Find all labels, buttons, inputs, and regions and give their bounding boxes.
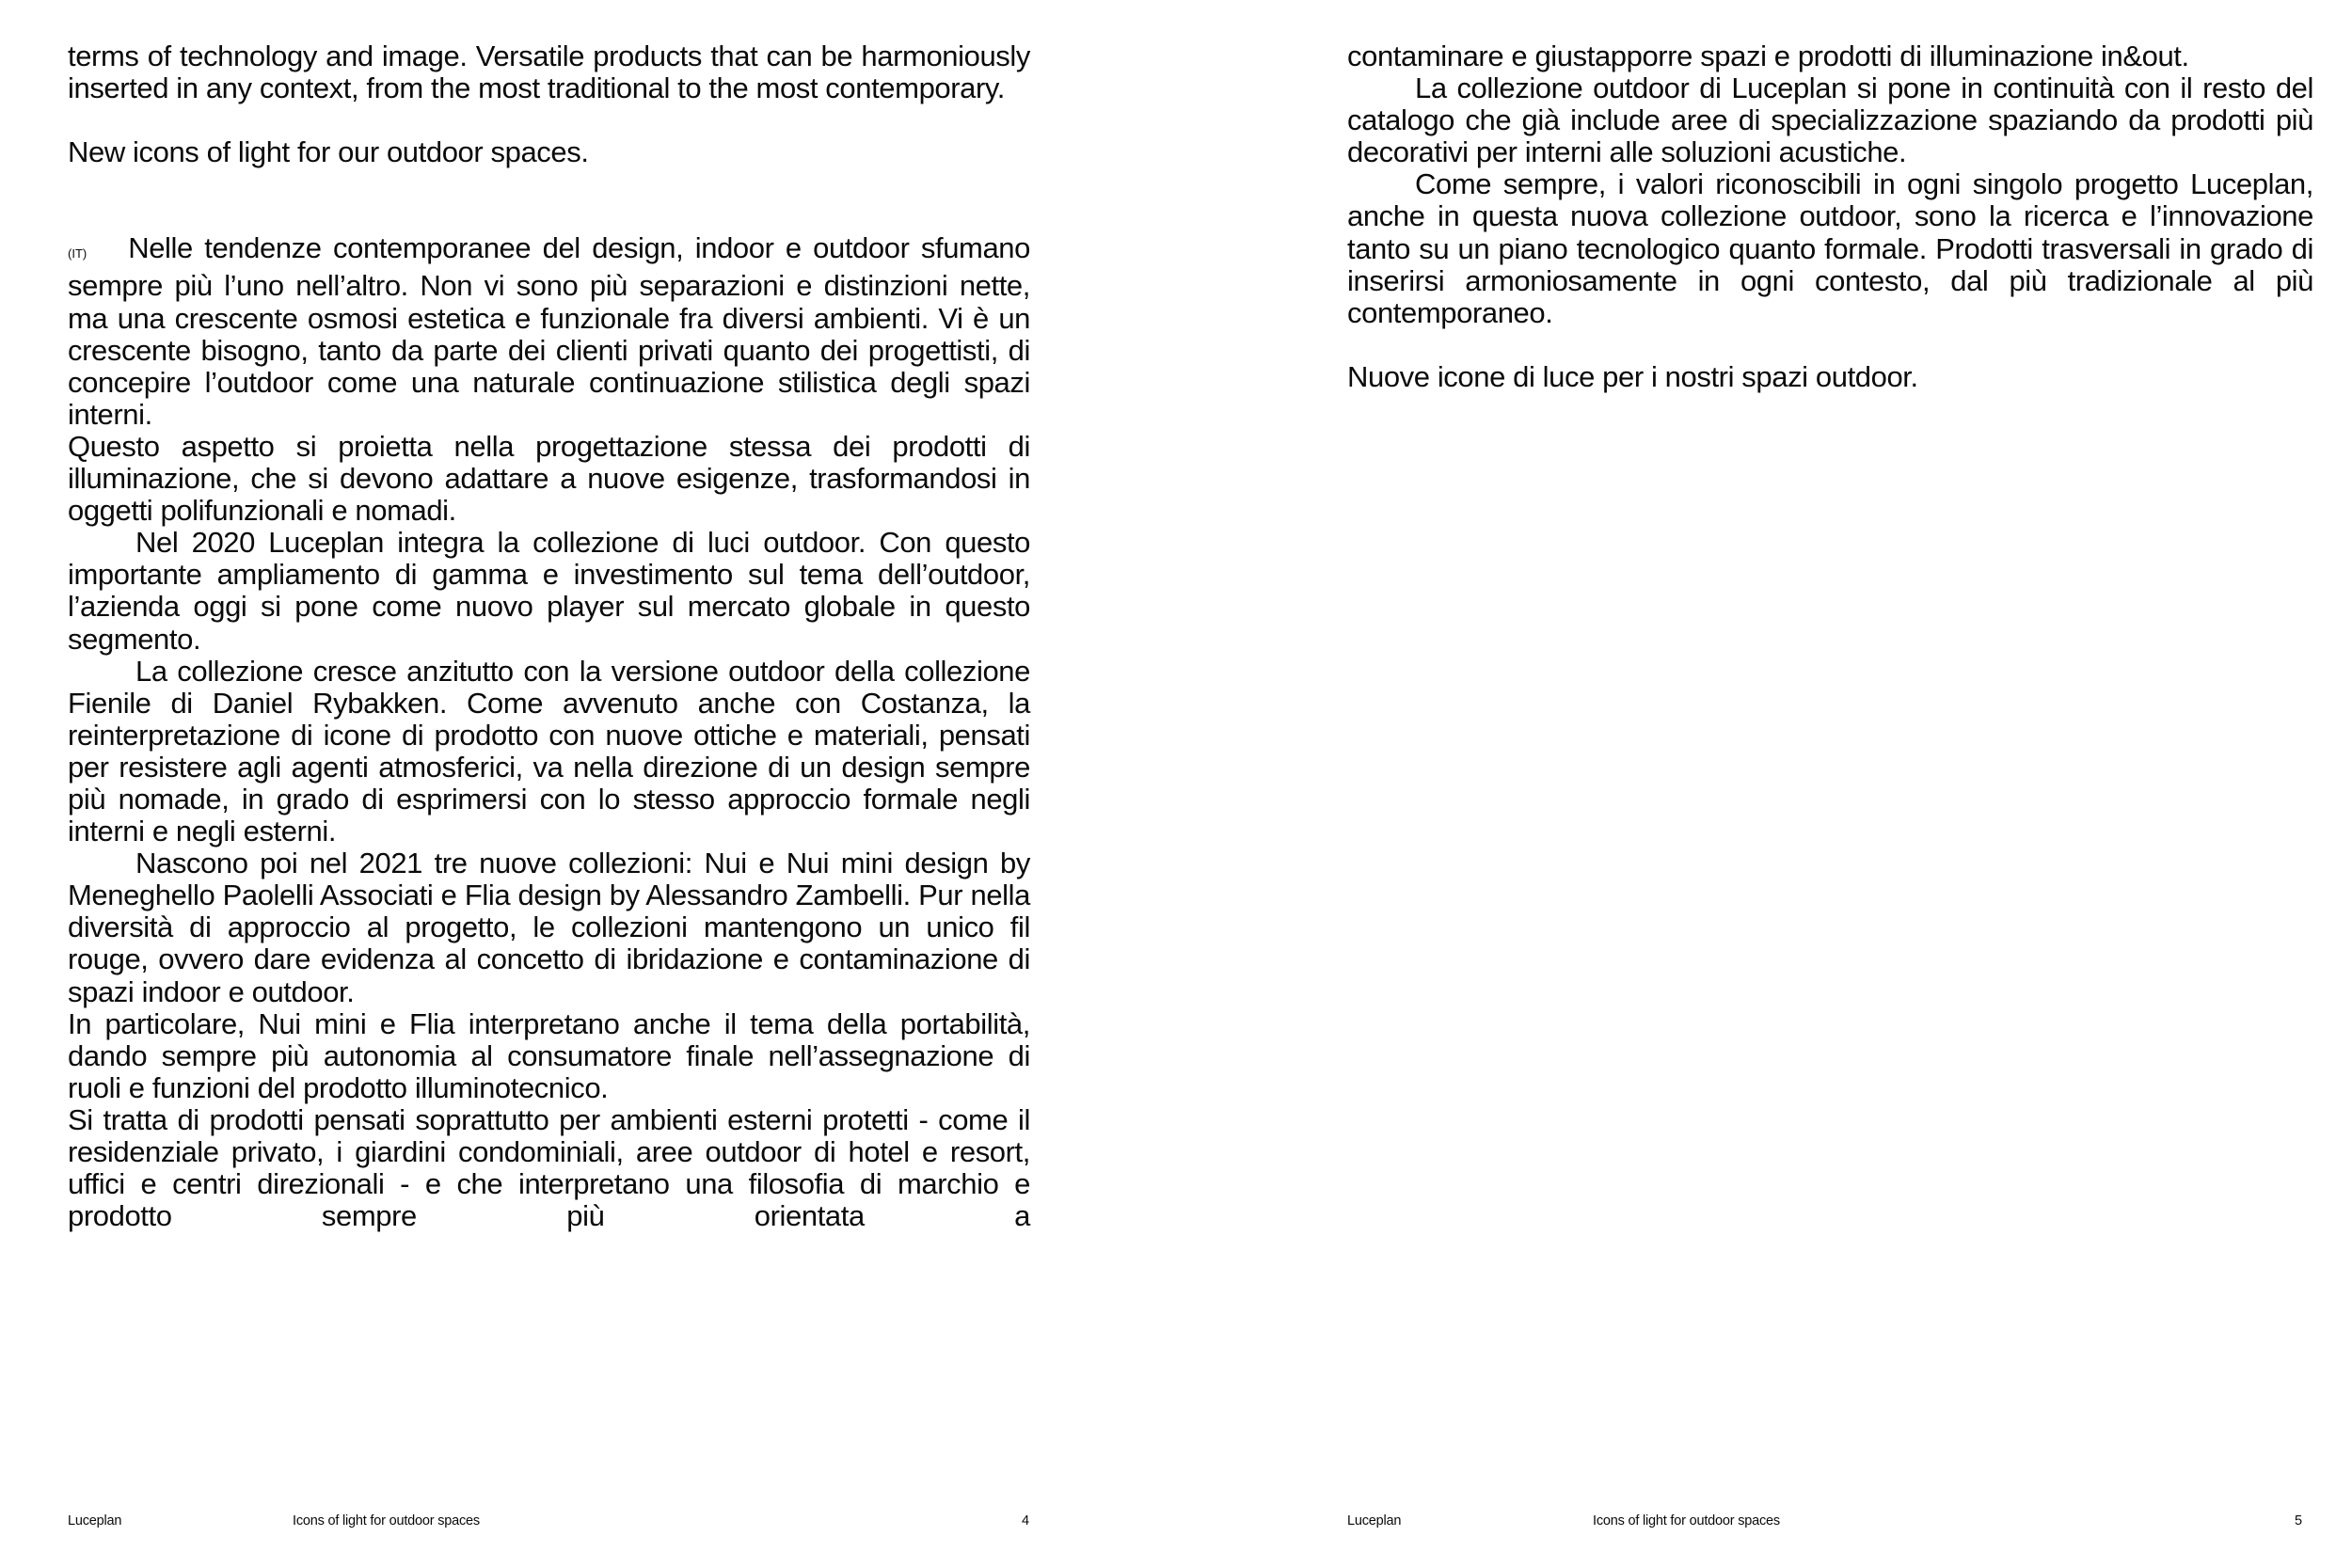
italian-paragraph-text: Nelle tendenze contemporanee del design, indoor e outdoor sfumano sempre più l’uno nell’altro. Non vi sono più separazioni e distinzioni nette, ma una crescente osmosi estetica e funzionale fra diversi ambienti. Vi è un crescente bisogno, tanto da parte dei clienti privati quanto dei progettisti, di concepire l’outdoor come una naturale continuazione stilistica degli spazi interni. bbox=[68, 231, 1030, 431]
footer-brand: Luceplan bbox=[1347, 1513, 1402, 1528]
right-text-column bbox=[1347, 40, 2313, 393]
italian-closing-line: Nuove icone di luce per i nostri spazi outdoor. bbox=[1347, 359, 1918, 393]
italian-paragraph: Nel 2020 Luceplan integra la collezione di luci outdoor. Con questo importante ampliamento di gamma e investimento sul tema dell’outdoor, l’azienda oggi si pone come nuovo player sul mercato globale in questo segmento. bbox=[68, 526, 1030, 656]
page-number: 4 bbox=[1022, 1513, 1029, 1528]
italian-paragraph: La collezione outdoor di Luceplan si pone in continuità con il resto del catalogo che già include aree di specializzazione spaziando da prodotti più decorativi per interni alle soluzioni acustiche. bbox=[1347, 71, 2313, 169]
page-number: 5 bbox=[2295, 1513, 2302, 1528]
page-footer bbox=[0, 1513, 1176, 1532]
footer-brand: Luceplan bbox=[68, 1513, 122, 1528]
italian-paragraph bbox=[68, 232, 1030, 431]
footer-title: Icons of light for outdoor spaces bbox=[1593, 1513, 1780, 1528]
italian-paragraph: Come sempre, i valori riconoscibili in ogni singolo progetto Luceplan, anche in questa nuova collezione outdoor, sono la ricerca e l’innovazione tanto su un piano tecnologico quanto formale. Prodotti trasversali in grado di inserirsi armoniosamente in ogni contesto, dal più tradizionale al più contemporaneo. bbox=[1347, 167, 2313, 329]
italian-paragraph: In particolare, Nui mini e Flia interpretano anche il tema della portabilità, dando sempre più autonomia al consumatore finale nell’assegnazione di ruoli e funzioni del prodotto illuminotecnico. bbox=[68, 1006, 1030, 1104]
english-closing-line: New icons of light for our outdoor spaces. bbox=[68, 135, 589, 169]
italian-paragraph: Si tratta di prodotti pensati soprattutto per ambienti esterni protetti - come il residenziale privato, i giardini condominiali, aree outdoor di hotel e resort, uffici e centri direzionali - e che interpretano una filosofia di marchio e prodotto sempre più orientata a bbox=[68, 1102, 1030, 1233]
italian-paragraph: La collezione cresce anzitutto con la versione outdoor della collezione Fienile di Daniel Rybakken. Come avvenuto anche con Costanza, la reinterpretazione di icone di prodotto con nuove ottiche e materiali, pensati per resistere agli agenti atmosferici, va nella direzione di un design sempre più nomade, in grado di esprimersi con lo stesso approccio formale negli interni e negli esterni. bbox=[68, 654, 1030, 848]
right-page bbox=[1176, 0, 2352, 1568]
footer-title: Icons of light for outdoor spaces bbox=[293, 1513, 480, 1528]
italian-paragraph: Nascono poi nel 2021 tre nuove collezioni: Nui e Nui mini design by Meneghello Paolelli Associati e Flia design by Alessandro Zambelli. Pur nella diversità di approccio al progetto, le collezioni mantengono un unico fil rouge, ovvero dare evidenza al concetto di ibridazione e contaminazione di spazi indoor e outdoor. bbox=[68, 847, 1030, 1008]
language-tag: (IT) bbox=[68, 246, 87, 261]
italian-paragraph: contaminare e giustapporre spazi e prodotti di illuminazione in&out. bbox=[1347, 40, 2189, 72]
page-footer bbox=[1176, 1513, 2352, 1532]
english-paragraph-tail: terms of technology and image. Versatile products that can be harmoniously inserted in any context, from the most traditional to the most contemporary. bbox=[68, 40, 1030, 105]
left-text-column bbox=[68, 40, 1030, 1232]
italian-paragraph: Questo aspetto si proietta nella progettazione stessa dei prodotti di illuminazione, che si devono adattare a nuove esigenze, trasformandosi in oggetti polifunzionali e nomadi. bbox=[68, 429, 1030, 528]
